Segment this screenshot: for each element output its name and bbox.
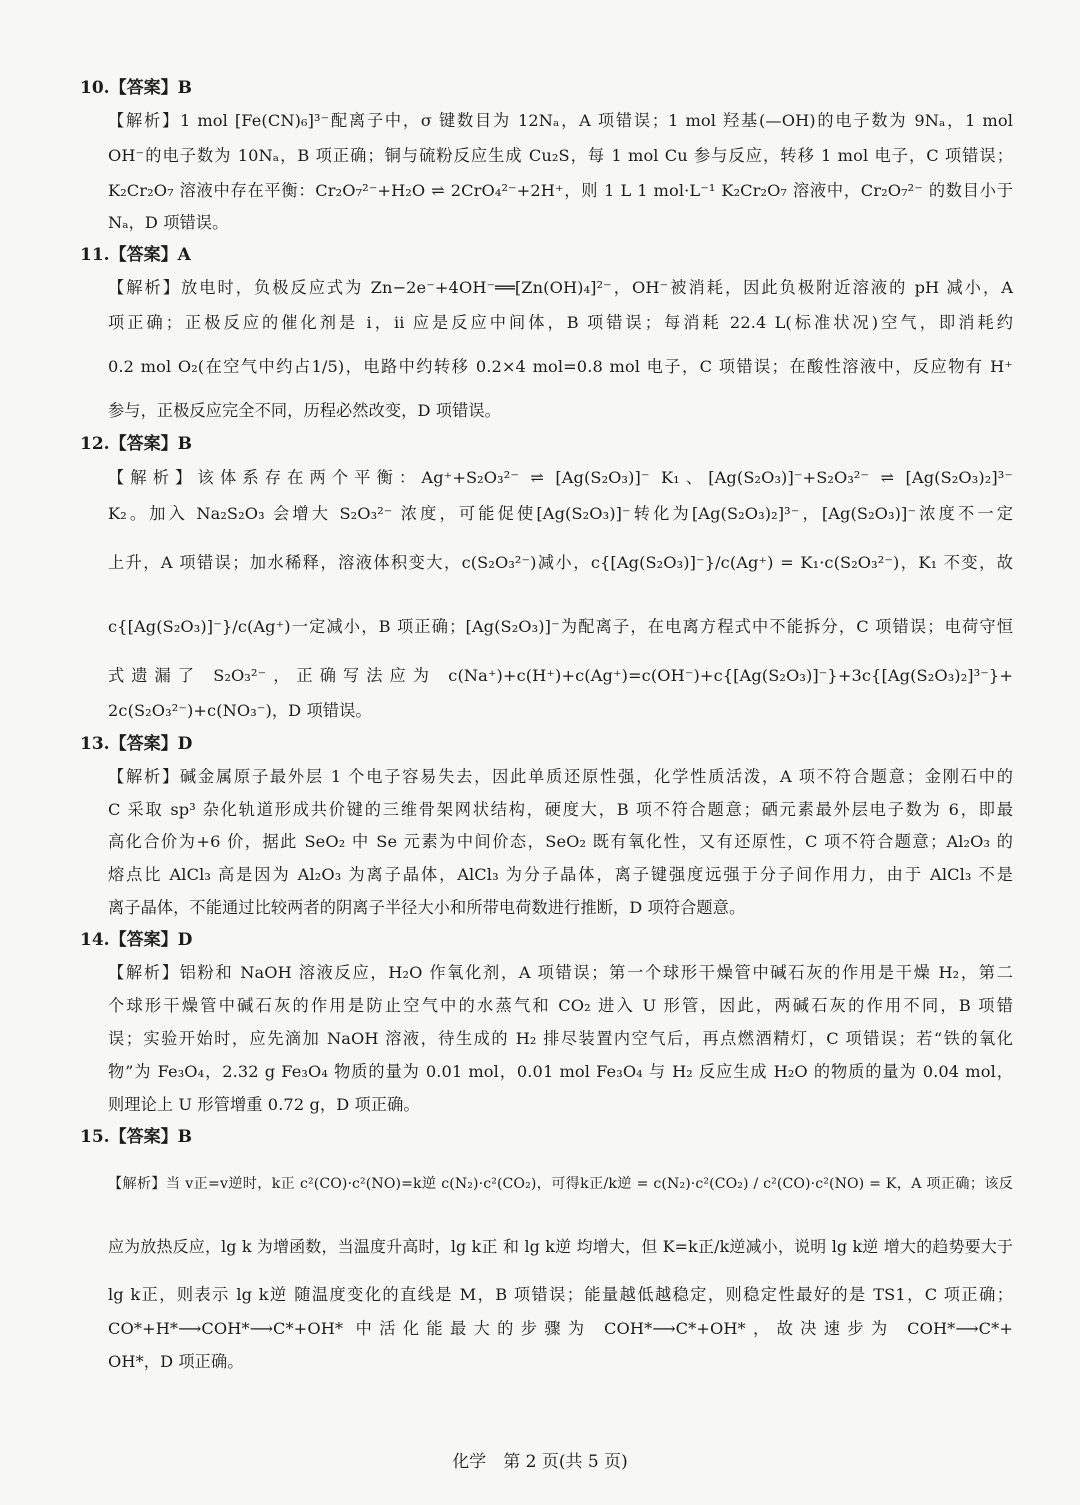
analysis-line: 误；实验开始时，应先滴加 NaOH 溶液，待生成的 H₂ 排尽装置内空气后，再点燃酒精灯，C 项错误；若“铁的氧化 <box>108 1029 1013 1048</box>
analysis-line: c{[Ag(S₂O₃)]⁻}/c(Ag⁺)一定减小，B 项正确；[Ag(S₂O₃)]⁻为配离子，在电离方程式中不能拆分，C 项错误；电荷守恒 <box>108 617 1013 636</box>
analysis-line: 则理论上 U 形管增重 0.72 g，D 项正确。 <box>108 1095 420 1114</box>
question-number: 13. <box>80 734 110 754</box>
question-number: 14. <box>80 930 110 950</box>
question-12-header <box>80 433 192 455</box>
analysis-line: 【解析】该体系存在两个平衡：Ag⁺+S₂O₃²⁻ ⇌ [Ag(S₂O₃)]⁻ K₁、[Ag(S₂O₃)]⁻+S₂O₃²⁻ ⇌ [Ag(S₂O₃)₂]³⁻ <box>108 468 1013 487</box>
answer-label: 【答案】A <box>109 245 191 265</box>
analysis-line: K₂Cr₂O₇ 溶液中存在平衡：Cr₂O₇²⁻+H₂O ⇌ 2CrO₄²⁻+2H⁺，则 1 L 1 mol·L⁻¹ K₂Cr₂O₇ 溶液中，Cr₂O₇²⁻ 的数目小于 <box>108 181 1013 200</box>
analysis-line: 【解析】当 v正=v逆时，k正 c²(CO)·c²(NO)=k逆 c(N₂)·c²(CO₂)，可得k正/k逆 = c(N₂)·c²(CO₂) / c²(CO)·c²(NO) = K，A 项正确；该反 <box>108 1176 1013 1192</box>
analysis-line: 个球形干燥管中碱石灰的作用是防止空气中的水蒸气和 CO₂ 进入 U 形管，因此，两碱石灰的作用不同，B 项错 <box>108 996 1013 1015</box>
analysis-line: 【解析】1 mol [Fe(CN)₆]³⁻配离子中，σ 键数目为 12Nₐ，A 项错误；1 mol 羟基(—OH)的电子数为 9Nₐ，1 mol <box>108 111 1013 130</box>
analysis-line: 项正确；正极反应的催化剂是 i，ii 应是反应中间体，B 项错误；每消耗 22.4 L(标准状况)空气，即消耗约 <box>108 313 1013 332</box>
question-10-header <box>80 77 192 99</box>
analysis-line: CO*+H*⟶COH*⟶C*+OH* 中活化能最大的步骤为 COH*⟶C*+OH*，故决速步为 COH*⟶C*+ <box>108 1319 1013 1338</box>
question-number: 15. <box>80 1127 110 1147</box>
question-15-header <box>80 1126 192 1148</box>
analysis-line: 参与，正极反应完全不同，历程必然改变，D 项错误。 <box>108 401 501 420</box>
analysis-line: 式遗漏了 S₂O₃²⁻，正确写法应为 c(Na⁺)+c(H⁺)+c(Ag⁺)=c(OH⁻)+c{[Ag(S₂O₃)]⁻}+3c{[Ag(S₂O₃)₂]³⁻}+ <box>108 666 1013 685</box>
answer-label: 【答案】B <box>109 434 192 454</box>
analysis-line: 熔点比 AlCl₃ 高是因为 Al₂O₃ 为离子晶体，AlCl₃ 为分子晶体，离子键强度远强于分子间作用力，由于 AlCl₃ 不是 <box>108 865 1013 884</box>
analysis-line: 离子晶体，不能通过比较两者的阴离子半径大小和所带电荷数进行推断，D 项符合题意。 <box>108 898 746 917</box>
analysis-line: 上升，A 项错误；加水稀释，溶液体积变大，c(S₂O₃²⁻)减小，c{[Ag(S₂O₃)]⁻}/c(Ag⁺) = K₁·c(S₂O₃²⁻)，K₁ 不变，故 <box>108 553 1013 572</box>
answer-label: 【答案】D <box>109 930 193 950</box>
analysis-line: 【解析】铝粉和 NaOH 溶液反应，H₂O 作氧化剂，A 项错误；第一个球形干燥管中碱石灰的作用是干燥 H₂，第二 <box>108 963 1013 982</box>
question-number: 10. <box>80 78 110 98</box>
analysis-line: Nₐ，D 项错误。 <box>108 213 229 232</box>
analysis-line: 应为放热反应，lg k 为增函数，当温度升高时，lg k正 和 lg k逆 均增大，但 K=k正/k逆减小，说明 lg k逆 增大的趋势要大于 <box>108 1237 1013 1256</box>
analysis-line: 【解析】放电时，负极反应式为 Zn−2e⁻+4OH⁻══[Zn(OH)₄]²⁻，OH⁻被消耗，因此负极附近溶液的 pH 减小，A <box>108 278 1013 297</box>
analysis-line: 物”为 Fe₃O₄，2.32 g Fe₃O₄ 物质的量为 0.01 mol，0.01 mol Fe₃O₄ 与 H₂ 反应生成 H₂O 的物质的量为 0.04 mol， <box>108 1062 1013 1081</box>
analysis-line: K₂。加入 Na₂S₂O₃ 会增大 S₂O₃²⁻ 浓度，可能促使[Ag(S₂O₃)]⁻转化为[Ag(S₂O₃)₂]³⁻，[Ag(S₂O₃)]⁻浓度不一定 <box>108 504 1013 523</box>
question-11-header <box>80 244 191 266</box>
analysis-line: OH⁻的电子数为 10Nₐ，B 项正确；铜与硫粉反应生成 Cu₂S，每 1 mol Cu 参与反应，转移 1 mol 电子，C 项错误； <box>108 146 1013 165</box>
answer-label: 【答案】B <box>109 1127 192 1147</box>
analysis-line: 0.2 mol O₂(在空气中约占1/5)，电路中约转移 0.2×4 mol=0.8 mol 电子，C 项错误；在酸性溶液中，反应物有 H⁺ <box>108 357 1013 376</box>
question-14-header <box>80 929 192 951</box>
analysis-line: lg k正，则表示 lg k逆 随温度变化的直线是 M，B 项错误；能量越低越稳定，则稳定性最好的是 TS1，C 项正确； <box>108 1285 1013 1304</box>
question-number: 11. <box>80 245 110 265</box>
question-number: 12. <box>80 434 110 454</box>
answer-label: 【答案】B <box>109 78 192 98</box>
analysis-line: OH*，D 项正确。 <box>108 1352 244 1371</box>
analysis-line: 高化合价为+6 价，据此 SeO₂ 中 Se 元素为中间价态，SeO₂ 既有氧化性，又有还原性，C 项不符合题意；Al₂O₃ 的 <box>108 832 1013 851</box>
analysis-line: C 采取 sp³ 杂化轨道形成共价键的三维骨架网状结构，硬度大，B 项不符合题意；硒元素最外层电子数为 6，即最 <box>108 800 1013 819</box>
page-footer: 化学 第 2 页(共 5 页) <box>452 1452 628 1472</box>
answer-label: 【答案】D <box>109 734 193 754</box>
question-13-header <box>80 733 192 755</box>
analysis-line: 2c(S₂O₃²⁻)+c(NO₃⁻)，D 项错误。 <box>108 701 372 720</box>
analysis-line: 【解析】碱金属原子最外层 1 个电子容易失去，因此单质还原性强，化学性质活泼，A 项不符合题意；金刚石中的 <box>108 767 1013 786</box>
